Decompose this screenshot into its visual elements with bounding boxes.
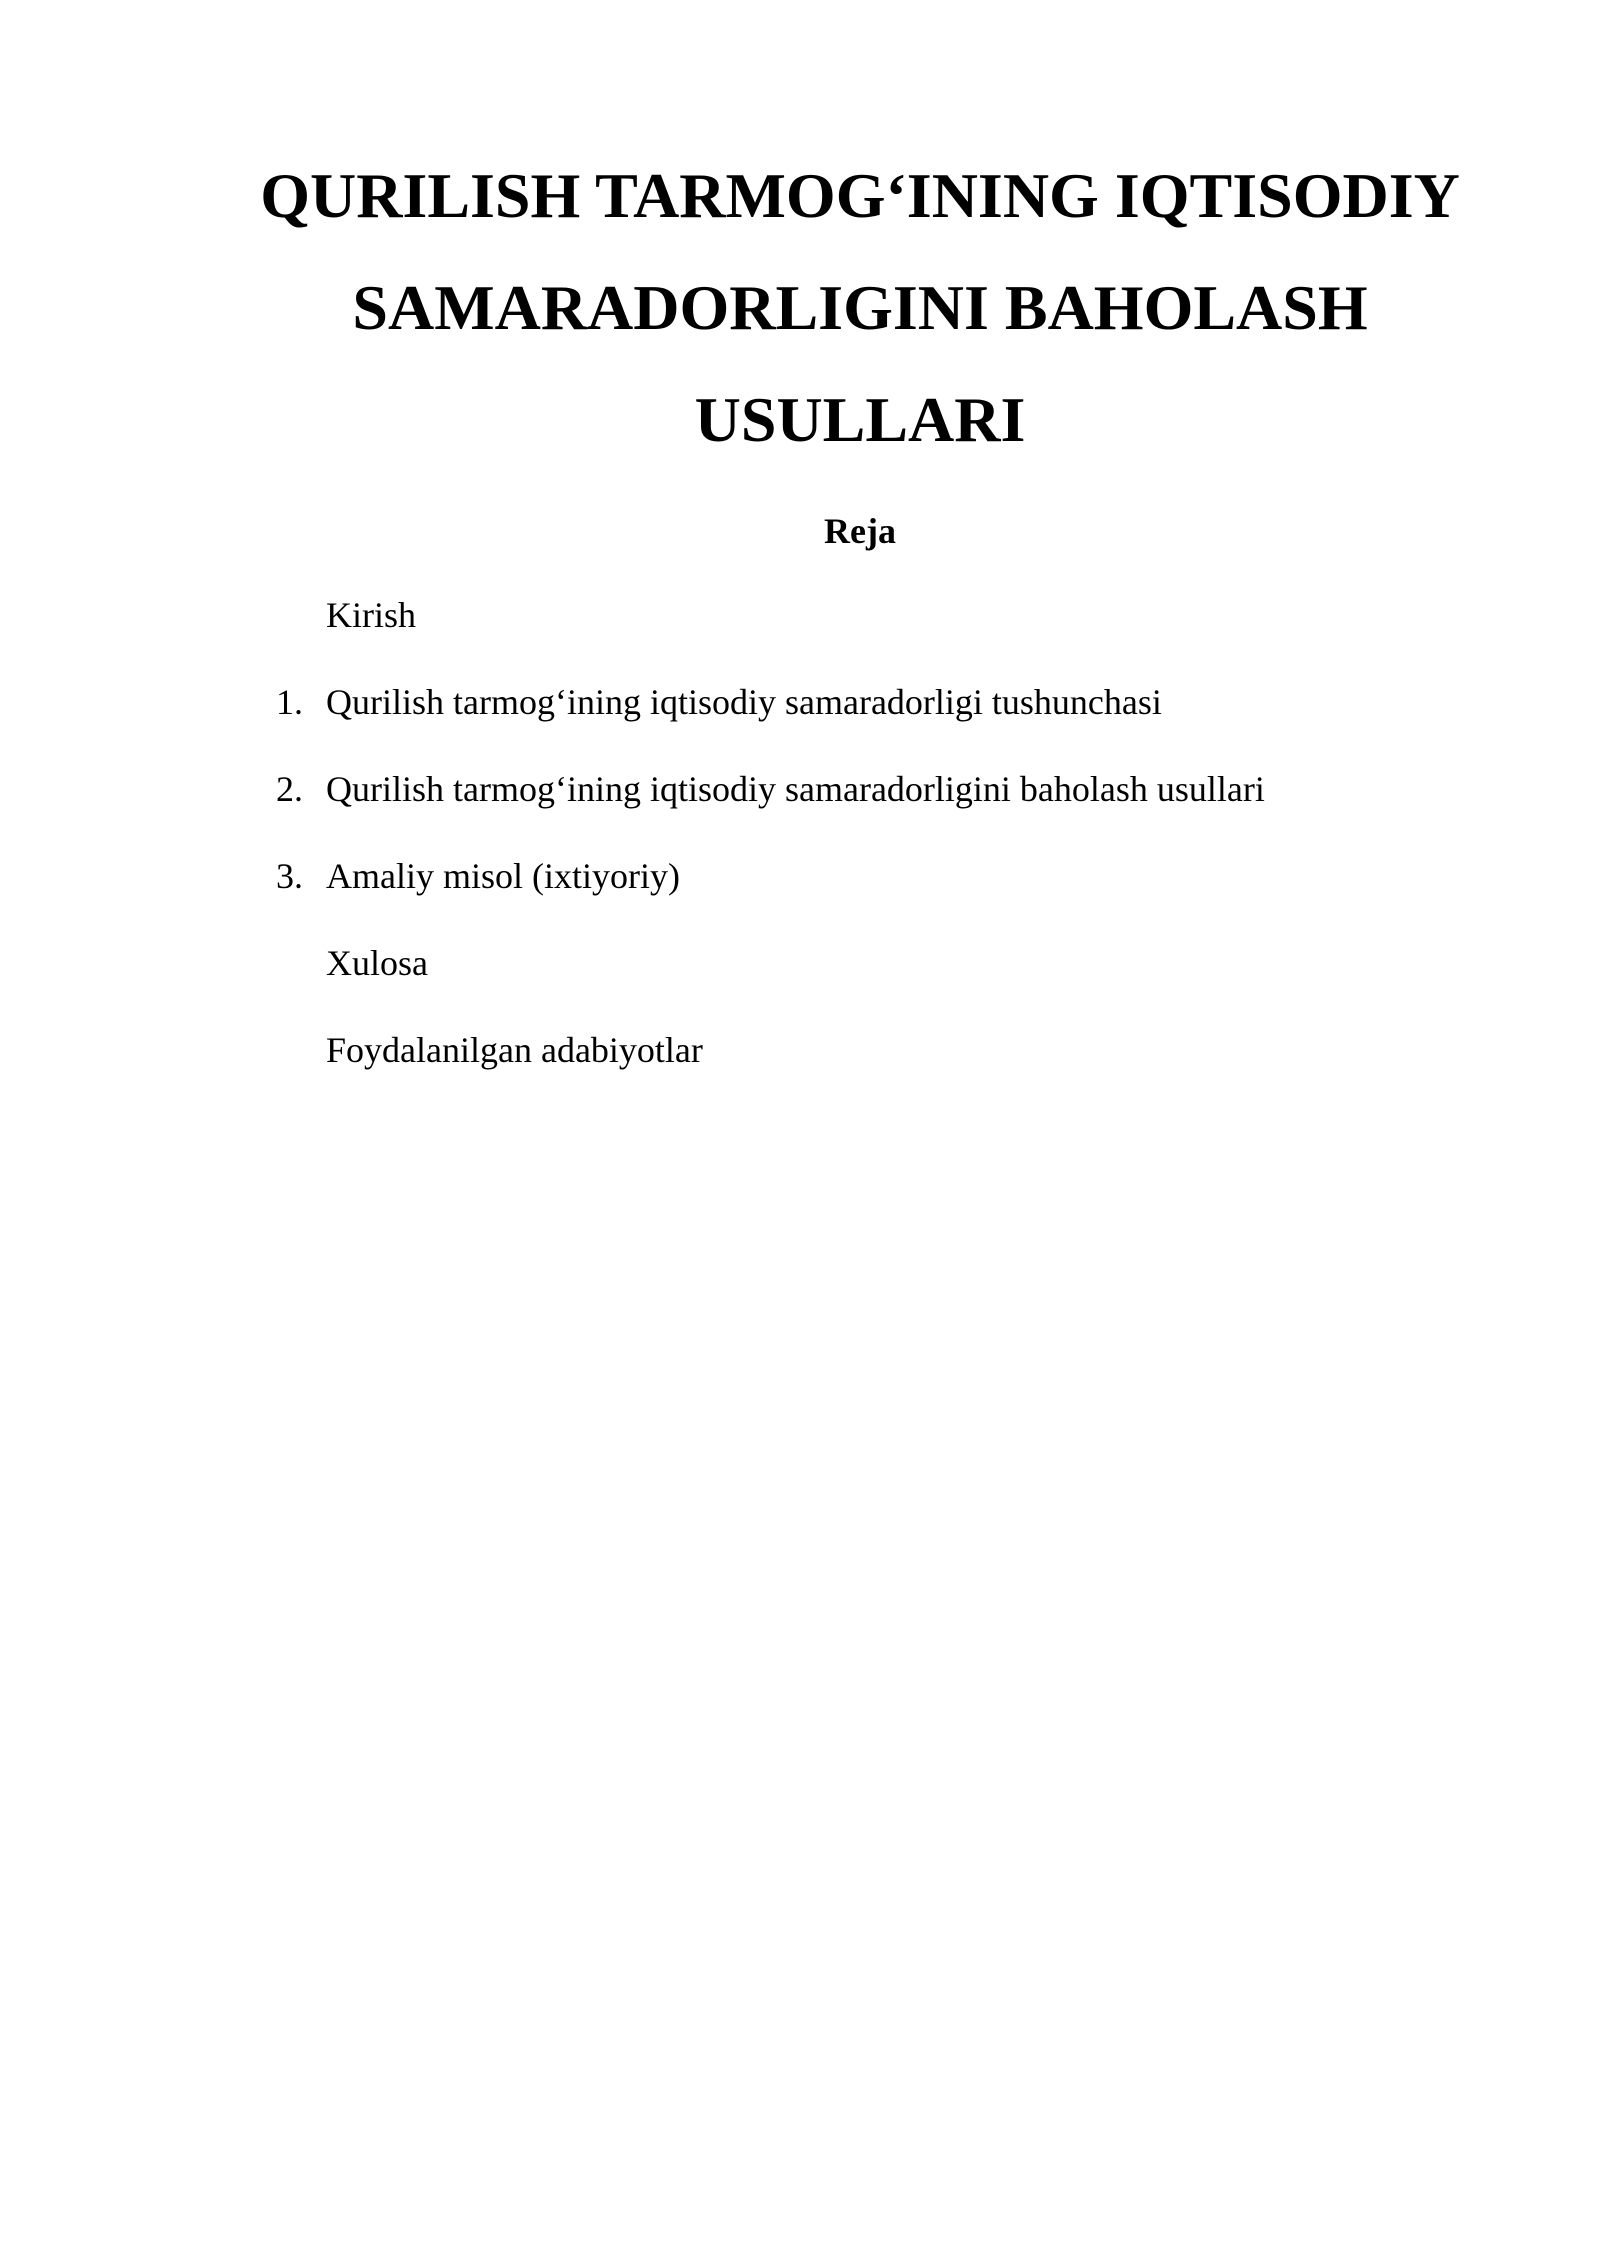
plan-item-text: Qurilish tarmog‘ining iqtisodiy samaradorligini baholash usullari (326, 769, 1265, 809)
plan-item-text: Amaliy misol (ixtiyoriy) (326, 856, 680, 896)
title-line: QURILISH TARMOG‘INING IQTISODIY (260, 160, 1460, 231)
plan-item-references (0, 1025, 1600, 1112)
document-title (180, 140, 1540, 476)
plan-item-number: 3. (276, 856, 303, 896)
plan-item-text: Qurilish tarmog‘ining iqtisodiy samaradorligi tushunchasi (326, 682, 1162, 722)
plan-item-3 (0, 851, 1600, 938)
plan-item-introduction (0, 590, 1600, 677)
plan-item-number: 1. (276, 682, 303, 722)
plan-item-1 (0, 677, 1600, 764)
plan-item-text: Xulosa (326, 943, 428, 983)
title-line: USULLARI (694, 384, 1026, 455)
plan-item-text: Kirish (326, 595, 416, 635)
plan-item-number: 2. (276, 769, 303, 809)
title-line: SAMARADORLIGINI BAHOLASH (352, 272, 1368, 343)
plan-item-text: Foydalanilgan adabiyotlar (326, 1030, 703, 1070)
plan-item-conclusion (0, 938, 1600, 1025)
plan-heading: Reja (824, 511, 896, 551)
plan-item-2 (0, 764, 1600, 851)
plan-list (0, 590, 1600, 1112)
